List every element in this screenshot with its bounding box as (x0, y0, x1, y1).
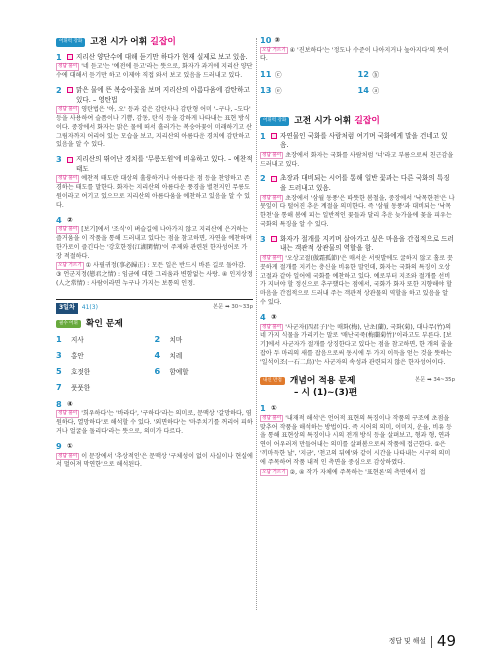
answer-value: ② (67, 215, 73, 224)
section-tag: 어휘력 강화 (56, 38, 85, 47)
answer-label: 정답 풀이 (58, 411, 78, 417)
left-column (56, 36, 253, 636)
answer-item: 7 풋풋한 (56, 382, 91, 393)
wrong-answer-label: 오답 거르기 (262, 47, 286, 53)
checkbox-icon (67, 157, 73, 163)
question-8: 8 ④ 정답 풀이 '희우하다'는 '바라다', '구하다'라는 의미로, 문맥상 '갈망하다, 염원하다, 열망하다'로 해석할 수 있다. '외면하다'는 '마주치기를 꺼리어 피하거나 얼굴을 돌리다'라는 뜻으로, 의미가 다르다. (56, 398, 253, 436)
column-divider (256, 38, 257, 610)
answer-label: 정답 풀이 (58, 107, 78, 113)
answer-item: 5 호젓한 (56, 366, 91, 377)
day-badge: 3일차 (56, 303, 78, 314)
answer-item: 12 ⓑ (357, 69, 380, 80)
wrong-answer-label: 오답 거르기 (58, 263, 82, 269)
section-header (56, 36, 253, 49)
section-header (56, 318, 253, 331)
section-tag: 어휘력 강화 (260, 117, 289, 126)
answer-grid (56, 334, 253, 394)
question-10: 10 ③ 오답 거르기 ④ '진보하다'는 '정도나 수준이 나아지거나 높아지다'의 뜻이다. (260, 35, 449, 63)
section-tag: 내신 만점 (260, 377, 285, 386)
section-header (260, 375, 455, 388)
answer-item: 3 홍안 (56, 350, 84, 361)
answer-label: 정답 풀이 (262, 152, 282, 158)
answer-label: 정답 풀이 (262, 255, 282, 261)
answer-item: 13 ⓔ (260, 85, 282, 96)
answer-item: 11 ⓒ (260, 69, 282, 80)
answer-item: 6 함예할 (154, 366, 189, 377)
question-2: 2 초장과 대비되는 시어를 통해 일반 꽃과는 다른 국화의 특징을 드러내고 있음. 정답 풀이 초장에서 '삼월 동풍'은 따뜻한 봄철을, 중장에서 '낙목한천'은 나뭇잎이 다 떨어진 추운 계절을 의미한다. 즉 '삼월 동풍'과 대비되는 '낙목한천'을 통해 봄에 피는 일반적인 꽃들과 달리 추운 늦가을에 꽃을 피우는 국화의 특징을 알 수 있다. (260, 173, 455, 229)
page-range: 본문 ➡ 34~35p (414, 377, 455, 384)
question-1: 1 지리산 양단수에 대해 듣기만 하다가 현재 실제로 보고 있음. 정답 풀이 '네 듣고'는 '예전에 듣고'라는 뜻으로, 화자가 과거에 지리산 양단수에 대해서 듣기만 하고 이제야 직접 와서 보고 있음을 드러내고 있다. (56, 51, 253, 80)
section-title: 확인 문제 (85, 318, 123, 329)
answer-item: 2 치마 (154, 334, 183, 345)
question-3: 3 화자가 절개를 지키며 살아가고 싶은 마음을 간접적으로 드러내는 객관적 상관물의 역할을 함. 정답 풀이 '오상고절(傲霜孤節)'은 매서운 서릿발에도 굴하지 않고 홀로 꼿꼿하게 절개를 지키는 충신을 비유한 말인데, 화자는 국화의 특징이 오상고절과 같아 일어에 국화를 예찬하고 있다. 예로부터 지조와 절개를 선비가 지녀야 할 정신으로 추구했다는 점에서, 국화가 화자 또한 지향해야 할 마음을 간접적으로 드러내 주는 객관적 상관물의 역할을 하고 있음을 알 수 있다. (260, 233, 454, 307)
answer-label: 정답 풀이 (58, 64, 78, 70)
answer-item: 4 치레 (154, 350, 183, 361)
checkbox-icon (271, 176, 277, 182)
question-4: 4 ③ 정답 풀이 '사군자(四君子)'는 매화(梅), 난초(蘭), 국화(菊), 대나무(竹)의 네 가지 식물을 가리키는 말로 '매난국죽(梅蘭菊竹)'이라고도 부른다. [보기]에서 사군자가 절개를 상징한다고 있다는 점을 참고하면, 한 개의 줄을 잡아 두 마리의 새를 잡음으로써 동시에 두 가지 이득을 얻는 것을 뜻하는 '일석이조(一石二鳥)'는 사군자의 속성과 관련되지 않은 한자성어이다. (260, 311, 453, 366)
day-number: 41(3) (81, 303, 98, 311)
section-subtitle: – 시 (1)~(3)편 (294, 388, 358, 399)
answer-label: 정답 풀이 (262, 415, 282, 421)
answer-grid (260, 69, 455, 97)
footer-label: 정답 및 해설 (388, 637, 426, 646)
section-title: 고전 시가 어휘 길잡이 (294, 115, 380, 126)
page-number: 49 (436, 632, 456, 651)
footer-divider (431, 636, 432, 648)
question-2: 2 맑은 물에 뜬 복숭아꽃을 보며 지리산의 아름다움에 감탄하고 있다. – 영탄법 정답 풀이 영탄법은 '아, 오' 등과 같은 감탄사나 감탄형 어미 '–구나, –도다' 등을 사용하여 슬픔이나 기쁨, 감동, 탄식 등을 강하게 나타내는 표현 방식이다. 중장에서 화자는 맑은 물에 떠서 흘러가는 복숭아꽃이 미래하기고 산 그림자까지 어리어 있는 모습을 보고, 지리산의 아름다운 경치에 감탄하고 있음을 알 수 있다. (56, 84, 252, 149)
section-tag: 필수 어휘 (56, 320, 81, 329)
checkbox-icon (67, 87, 73, 93)
question-4: 4 ② 정답 풀이 [보기]에서 '조식'이 벼슬길에 나아가지 않고 지리산에 은거하는 즐거움을 이 작품을 통해 드러내고 있다는 점을 참고하면, 자연을 예찬하며 한가로이 즐긴다는 '강호한정(江湖閑情)'이 주제와 관련된 한자성어로 가장 적절하다. 오답 거르기 ① 사필귀정(事必歸正) : 모든 일은 반드시 바른 길로 돌아감. ③ 언군지정(戀君之情) : 임금에 대한 그리움과 변함없는 사랑. ④ 인지상정(人之常情) : 사람이라면 누구나 가지는 보통의 인정. (56, 214, 253, 288)
checkbox-icon (271, 236, 277, 242)
answer-item: 1 지사 (56, 334, 84, 345)
question-1: 1 자연물인 국화를 사람처럼 여기며 국화에게 말을 건네고 있음. 정답 풀이 초장에서 화자는 국화를 사람처럼 '너'라고 부름으로써 친근감을 드러내고 있다. (260, 130, 454, 168)
checkbox-icon (67, 54, 73, 60)
answer-item: 14 ⓐ (357, 85, 380, 96)
section-header (260, 115, 455, 128)
right-column (260, 36, 455, 636)
checkbox-icon (271, 133, 277, 139)
answer-label: 정답 풀이 (58, 453, 78, 459)
page-range: 본문 ➡ 30~33p (212, 304, 253, 311)
section-title: 개념어 적용 문제 (289, 375, 356, 386)
answer-label: 정답 풀이 (262, 324, 282, 330)
section-title: 고전 시가 어휘 길잡이 (90, 37, 176, 47)
question-3: 3 지리산의 뛰어난 경치를 '무릉도원'에 비유하고 있다. – 예찬적 태도 정답 풀이 예찬적 태도란 대상의 훌륭하거나 아름다운 점 등을 찬양하고 존경하는 태도를 말한다. 화자는 지리산의 아름다운 풍경을 별천지인 무릉도원이라고 여기고 있으므로 지리산의 아름다움을 예찬하고 있음을 알 수 있다. (56, 154, 253, 209)
question-9: 9 ① 정답 풀이 이 문장에서 '추상적인'은 문맥상 '구체성이 없이 사실이나 현실에서 멀어져 막연한'으로 해석된다. (56, 440, 253, 469)
answer-label: 정답 풀이 (58, 227, 78, 233)
answer-label: 정답 풀이 (262, 195, 282, 201)
answer-label: 정답 풀이 (58, 176, 78, 182)
day-bar (56, 299, 253, 314)
wrong-answer-label: 오답 거르기 (262, 469, 286, 475)
question-1: 1 ① 정답 풀이 '내재적 해석'은 언어적 표현의 특징이나 작품의 구조에 초점을 맞추어 작품을 해석하는 방법이다. 즉 시어의 의미, 이미지, 운율, 비유 등을 통해 표현상의 특징이나 시의 전개 방식 등을 살펴보고, 형과 형, 연과 연이 어우러져 만들어내는 의미를 살펴봄으로써 작품에 접근한다. ①은 '끼마득한 날', '지금', '천고의 뒤에'와 같이 시간을 나타내는 시구의 의미에 주목하여 작품 내적 인 측면을 중심으로 감상하였다. 오답 거르기 ②, ④ 작가 자체에 주목하는 '표현론'의 측면에서 접 (260, 403, 452, 476)
page-footer (389, 631, 456, 653)
